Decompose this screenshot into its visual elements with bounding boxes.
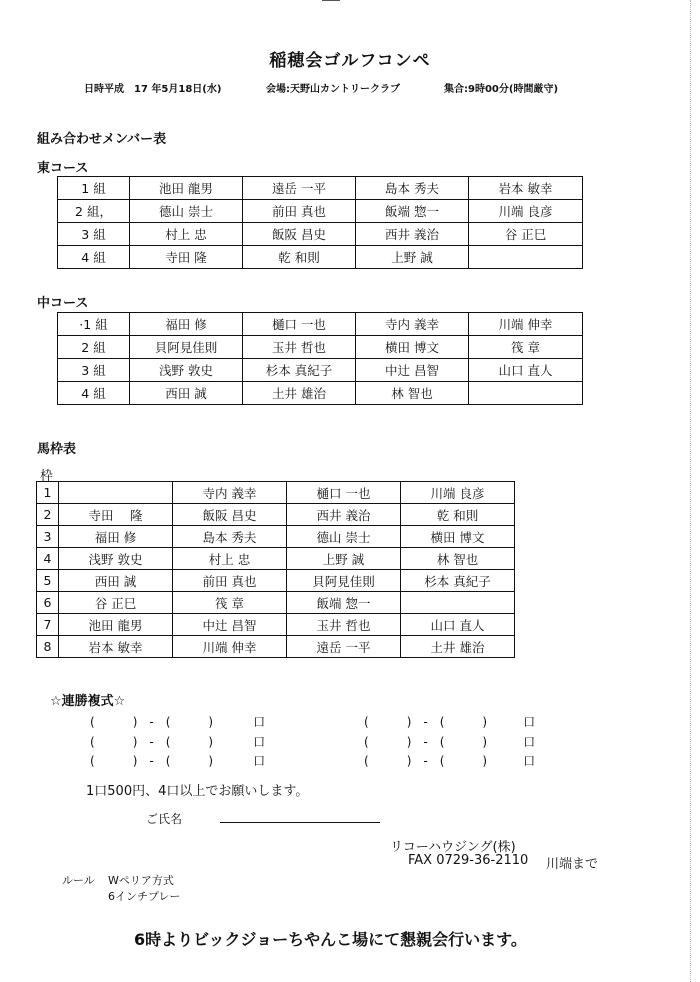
waku-cell: 谷 正巳 bbox=[59, 592, 173, 614]
waku-number: 3 bbox=[37, 526, 59, 548]
group-label: 1 組 bbox=[58, 177, 130, 200]
group-label: 3 組 bbox=[58, 359, 130, 382]
bet-close-paren: ) bbox=[208, 715, 214, 729]
waku-cell: 林 智也 bbox=[401, 548, 515, 570]
member-cell: 貝阿見佳則 bbox=[130, 336, 243, 359]
assembly-time: 集合:9時00分(時間厳守) bbox=[444, 84, 559, 95]
event-date: 日時平成 17 年5月18日(水) bbox=[84, 84, 222, 95]
name-label: ご氏名 bbox=[146, 812, 183, 826]
waku-cell: 飯阪 昌史 bbox=[173, 504, 287, 526]
bet-separator: ) - ( bbox=[132, 735, 171, 749]
top-scan-line bbox=[322, 0, 340, 1]
waku-cell: 岩本 敏幸 bbox=[59, 636, 173, 658]
waku-cell: 川端 良彦 bbox=[401, 482, 515, 504]
member-cell: 乾 和則 bbox=[243, 246, 356, 269]
bet-open-paren: ( bbox=[364, 735, 369, 749]
waku-cell: 樋口 一也 bbox=[287, 482, 401, 504]
member-cell: 飯端 惣一 bbox=[356, 200, 469, 223]
member-cell: 林 智也 bbox=[356, 382, 469, 405]
groups-heading: 組み合わせメンバー表 bbox=[37, 132, 167, 147]
bet-close-paren: ) bbox=[482, 754, 488, 768]
bet-separator: ) - ( bbox=[132, 754, 171, 768]
group-label: 2 組， bbox=[58, 200, 130, 223]
table-row bbox=[37, 636, 515, 658]
waku-cell: 川端 伸幸 bbox=[173, 636, 287, 658]
bet-row bbox=[90, 733, 265, 750]
bet-row bbox=[90, 752, 265, 769]
table-row bbox=[58, 382, 583, 405]
table-row bbox=[37, 526, 515, 548]
member-cell: 川端 伸幸 bbox=[469, 313, 583, 336]
waku-cell: 寺内 義幸 bbox=[173, 482, 287, 504]
group-label: ·1 組 bbox=[58, 313, 130, 336]
waku-number: 5 bbox=[37, 570, 59, 592]
contact-fax: FAX 0729-36-2110 bbox=[408, 853, 529, 868]
footer-announcement: 6時よりビックジョーちやんこ場にて懇親会行います。 bbox=[134, 930, 527, 949]
waku-cell: 乾 和則 bbox=[401, 504, 515, 526]
table-row bbox=[37, 592, 515, 614]
waku-cell bbox=[59, 482, 173, 504]
bet-open-paren: ( bbox=[364, 754, 369, 768]
rules-line-2: 6インチプレー bbox=[108, 890, 181, 903]
name-field-line[interactable] bbox=[220, 822, 380, 823]
member-cell: 池田 龍男 bbox=[130, 177, 243, 200]
waku-cell: 杉本 真紀子 bbox=[401, 570, 515, 592]
waku-cell: 池田 龍男 bbox=[59, 614, 173, 636]
table-row bbox=[58, 359, 583, 382]
table-row bbox=[58, 313, 583, 336]
member-cell: 中辻 昌智 bbox=[356, 359, 469, 382]
waku-cell: 土井 雄治 bbox=[401, 636, 515, 658]
bet-close-paren: ) bbox=[208, 754, 214, 768]
member-cell: 福田 修 bbox=[130, 313, 243, 336]
bet-open-paren: ( bbox=[90, 715, 95, 729]
member-cell: 寺内 義幸 bbox=[356, 313, 469, 336]
table-row bbox=[58, 177, 583, 200]
member-cell bbox=[469, 382, 583, 405]
bet-close-paren: ) bbox=[208, 735, 214, 749]
bet-row bbox=[364, 733, 535, 750]
member-cell: 川端 良彦 bbox=[469, 200, 583, 223]
waku-number: 1 bbox=[37, 482, 59, 504]
member-cell: 島本 秀夫 bbox=[356, 177, 469, 200]
waku-cell: 村上 忠 bbox=[173, 548, 287, 570]
east-course-heading: 東コース bbox=[37, 161, 89, 176]
bet-unit: 口 bbox=[523, 735, 536, 749]
member-cell: 土井 雄治 bbox=[243, 382, 356, 405]
bet-unit: 口 bbox=[253, 754, 266, 768]
table-row bbox=[58, 200, 583, 223]
waku-cell: 中辻 昌智 bbox=[173, 614, 287, 636]
bet-unit: 口 bbox=[523, 715, 536, 729]
bet-open-paren: ( bbox=[90, 754, 95, 768]
waku-heading: 馬枠表 bbox=[37, 442, 77, 457]
table-row bbox=[37, 504, 515, 526]
rules-line-1: Wペリア方式 bbox=[108, 874, 174, 887]
bet-separator: ) - ( bbox=[132, 715, 171, 729]
bet-unit: 口 bbox=[253, 715, 266, 729]
waku-cell: 寺田 隆 bbox=[59, 504, 173, 526]
member-cell: 西田 誠 bbox=[130, 382, 243, 405]
member-cell: 横田 博文 bbox=[356, 336, 469, 359]
bet-row bbox=[364, 752, 535, 769]
contact-person: 川端まで bbox=[546, 857, 599, 872]
waku-cell: 貝阿見佳則 bbox=[287, 570, 401, 592]
member-cell: 山口 直人 bbox=[469, 359, 583, 382]
member-cell: 前田 真也 bbox=[243, 200, 356, 223]
middle-course-heading: 中コース bbox=[37, 296, 89, 311]
waku-corner-label: 枠 bbox=[40, 469, 54, 484]
bet-unit: 口 bbox=[523, 754, 536, 768]
group-label: 3 組 bbox=[58, 223, 130, 246]
waku-cell bbox=[401, 592, 515, 614]
waku-cell: 島本 秀夫 bbox=[173, 526, 287, 548]
group-label: 4 組 bbox=[58, 246, 130, 269]
east-course-table bbox=[57, 176, 583, 269]
bet-heading: ☆連勝複式☆ bbox=[50, 694, 126, 709]
group-label: 4 組 bbox=[58, 382, 130, 405]
group-label: 2 組 bbox=[58, 336, 130, 359]
bet-separator: ) - ( bbox=[406, 715, 445, 729]
member-cell: 浅野 敦史 bbox=[130, 359, 243, 382]
bet-open-paren: ( bbox=[364, 715, 369, 729]
member-cell: 西井 義治 bbox=[356, 223, 469, 246]
waku-number: 6 bbox=[37, 592, 59, 614]
waku-cell: 玉井 哲也 bbox=[287, 614, 401, 636]
contact-company: リコーハウジング(株) bbox=[390, 840, 516, 855]
bet-separator: ) - ( bbox=[406, 735, 445, 749]
waku-cell: 前田 真也 bbox=[173, 570, 287, 592]
bet-unit: 口 bbox=[253, 735, 266, 749]
waku-number: 8 bbox=[37, 636, 59, 658]
event-venue: 会場:天野山カントリークラブ bbox=[266, 84, 400, 95]
member-cell: 德山 崇士 bbox=[130, 200, 243, 223]
member-cell: 玉井 哲也 bbox=[243, 336, 356, 359]
waku-table bbox=[36, 481, 515, 658]
bet-row bbox=[364, 713, 535, 730]
bet-open-paren: ( bbox=[90, 735, 95, 749]
member-cell: 遠岳 一平 bbox=[243, 177, 356, 200]
bet-close-paren: ) bbox=[482, 715, 488, 729]
waku-cell: 横田 博文 bbox=[401, 526, 515, 548]
member-cell: 樋口 一也 bbox=[243, 313, 356, 336]
table-row bbox=[58, 246, 583, 269]
waku-number: 4 bbox=[37, 548, 59, 570]
waku-number: 7 bbox=[37, 614, 59, 636]
waku-cell: 福田 修 bbox=[59, 526, 173, 548]
bet-separator: ) - ( bbox=[406, 754, 445, 768]
waku-cell: 德山 崇士 bbox=[287, 526, 401, 548]
waku-cell: 西田 誠 bbox=[59, 570, 173, 592]
waku-number: 2 bbox=[37, 504, 59, 526]
waku-cell: 飯端 惣一 bbox=[287, 592, 401, 614]
table-row bbox=[37, 614, 515, 636]
waku-cell: 山口 直人 bbox=[401, 614, 515, 636]
member-cell: 上野 誠 bbox=[356, 246, 469, 269]
member-cell: 谷 正巳 bbox=[469, 223, 583, 246]
waku-cell: 浅野 敦史 bbox=[59, 548, 173, 570]
member-cell: 筏 章 bbox=[469, 336, 583, 359]
table-row bbox=[37, 570, 515, 592]
waku-cell: 西井 義治 bbox=[287, 504, 401, 526]
waku-cell: 上野 誠 bbox=[287, 548, 401, 570]
member-cell: 飯阪 昌史 bbox=[243, 223, 356, 246]
bet-note: 1口500円、4口以上でお願いします。 bbox=[86, 784, 309, 799]
table-row bbox=[58, 223, 583, 246]
rules-label: ルール bbox=[62, 874, 95, 887]
member-cell: 村上 忠 bbox=[130, 223, 243, 246]
member-cell: 岩本 敏幸 bbox=[469, 177, 583, 200]
member-cell bbox=[469, 246, 583, 269]
bet-row bbox=[90, 713, 265, 730]
waku-cell: 筏 章 bbox=[173, 592, 287, 614]
scan-edge-line bbox=[690, 0, 692, 982]
bet-close-paren: ) bbox=[482, 735, 488, 749]
member-cell: 寺田 隆 bbox=[130, 246, 243, 269]
table-row bbox=[37, 548, 515, 570]
waku-cell: 遠岳 一平 bbox=[287, 636, 401, 658]
middle-course-table bbox=[57, 312, 583, 405]
table-row bbox=[37, 482, 515, 504]
page-title: 稲穂会ゴルフコンペ bbox=[269, 51, 431, 71]
member-cell: 杉本 真紀子 bbox=[243, 359, 356, 382]
table-row bbox=[58, 336, 583, 359]
